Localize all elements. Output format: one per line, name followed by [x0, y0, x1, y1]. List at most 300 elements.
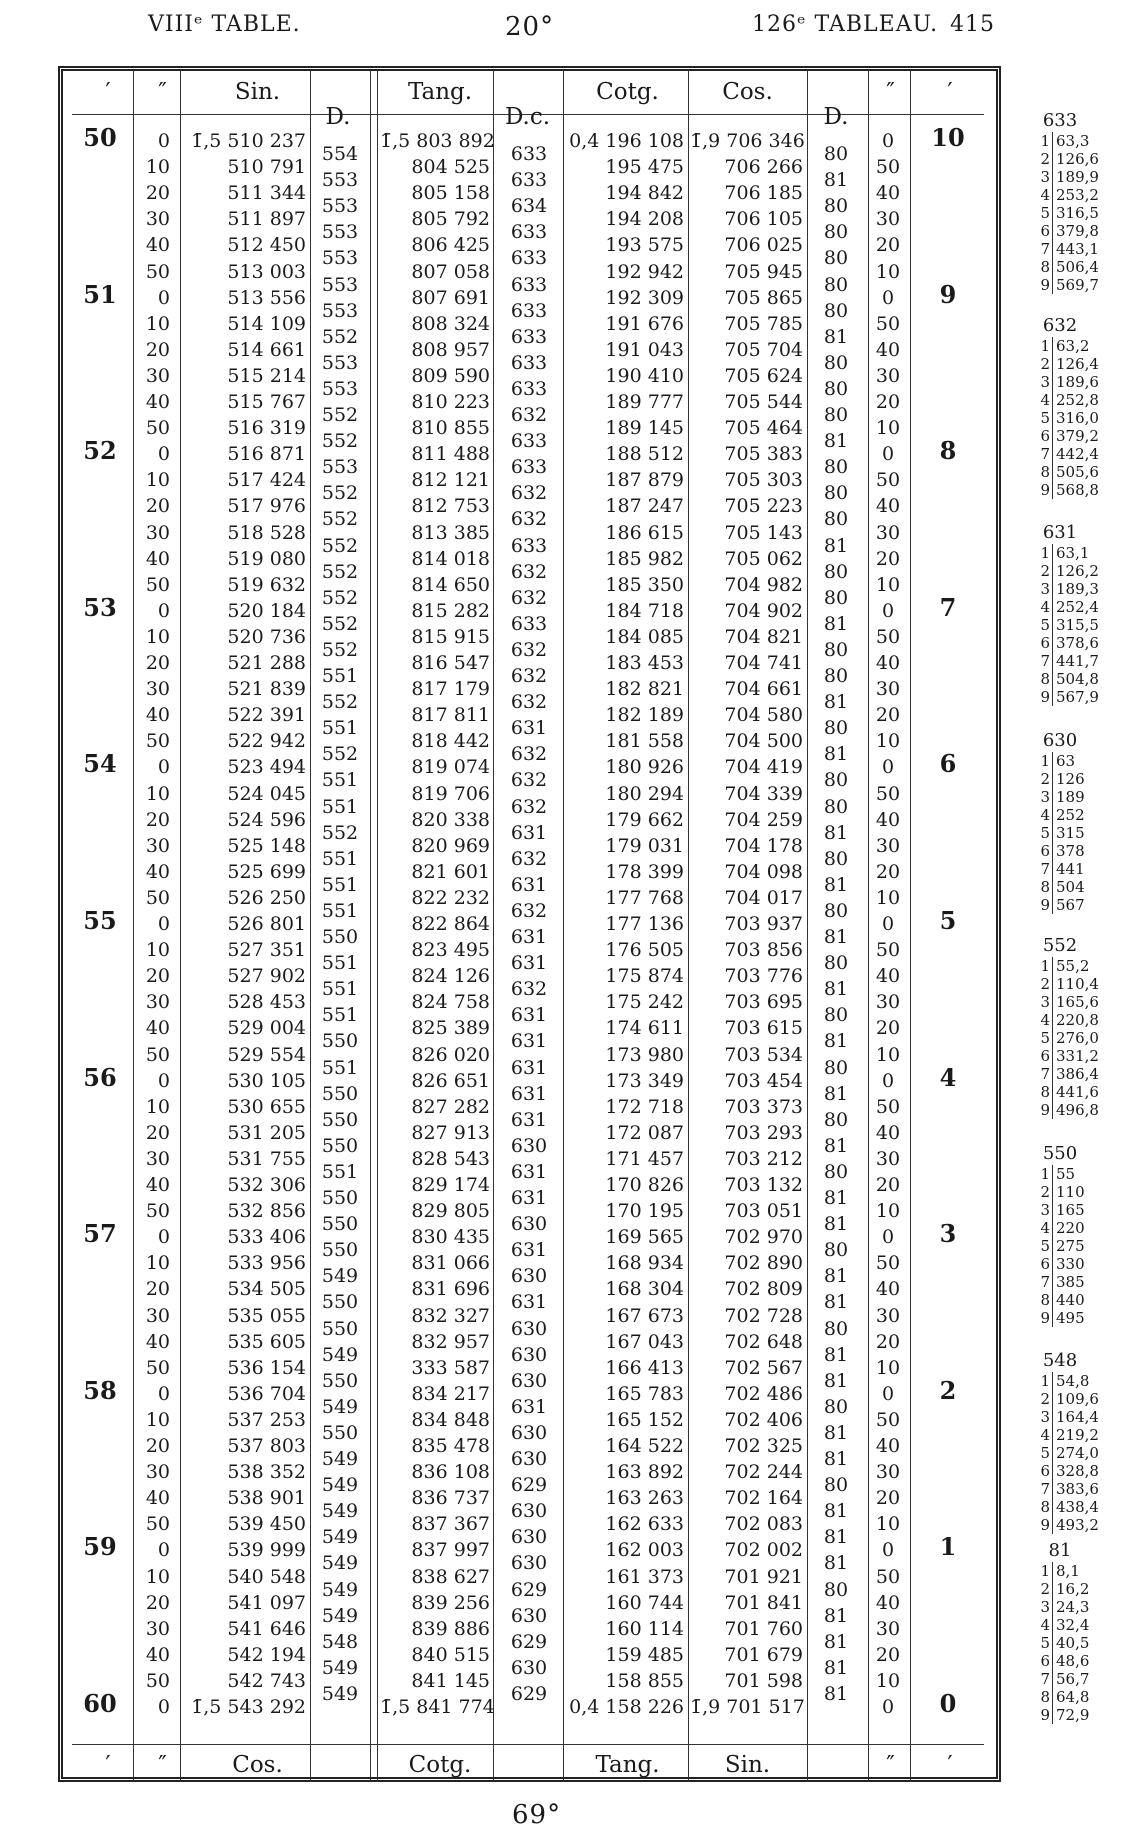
sin-cell: 536 704: [227, 1382, 306, 1405]
degree-minute-cell: 58: [83, 1375, 117, 1405]
side-table-value: 328,8: [1056, 1462, 1099, 1480]
diff-cos-cell: 81: [823, 325, 849, 348]
side-table-value: 253,2: [1056, 186, 1099, 204]
cos-cell: 705 303: [724, 469, 803, 492]
diff-common-cell: 630: [510, 1604, 548, 1627]
cos-cell: 702 406: [724, 1408, 803, 1431]
cos-cell: 704 419: [724, 756, 803, 779]
side-table-digit: 3: [1040, 1201, 1050, 1219]
tang-cell: 825 389: [411, 1017, 490, 1040]
sin-cell: 542 194: [227, 1643, 306, 1666]
diff-common-cell: 629: [510, 1578, 548, 1601]
column-heading: D.c.: [504, 104, 551, 130]
diff-cos-cell: 80: [823, 273, 849, 296]
minute-right-cell: 6: [939, 749, 957, 779]
side-table-value: 385: [1056, 1273, 1085, 1291]
sin-cell: 514 109: [227, 312, 306, 335]
side-table-digit: 6: [1040, 1255, 1050, 1273]
diff-common-cell: 632: [510, 769, 548, 792]
diff-common-cell: 631: [510, 952, 548, 975]
side-table-value: 569,7: [1056, 276, 1099, 294]
side-table-digit: 4: [1040, 1219, 1050, 1237]
diff-common-cell: 629: [510, 1630, 548, 1653]
diff-cos-cell: 81: [823, 1604, 849, 1627]
side-table-digit: 2: [1040, 1580, 1050, 1598]
diff-sin-cell: 551: [321, 978, 359, 1001]
diff-sin-cell: 551: [321, 1056, 359, 1079]
diff-sin-cell: 552: [321, 560, 359, 583]
diff-cos-cell: 81: [823, 1213, 849, 1236]
column-heading: Tang.: [407, 79, 473, 105]
column-rule: [133, 70, 134, 1782]
tang-cell: 814 650: [411, 573, 490, 596]
sin-cell: 515 214: [227, 364, 306, 387]
cos-cell: 703 695: [724, 991, 803, 1014]
diff-sin-cell: 553: [321, 456, 359, 479]
side-table-digit: 9: [1040, 1706, 1050, 1724]
diff-cos-cell: 81: [823, 873, 849, 896]
cotg-cell: 165 152: [605, 1408, 684, 1431]
sin-cell: 529 554: [227, 1043, 306, 1066]
sin-cell: 527 351: [227, 939, 306, 962]
degree-minute-cell: 52: [83, 436, 117, 466]
tang-cell: 808 324: [411, 312, 490, 335]
column-rule: [493, 70, 494, 1782]
cos-cell: 704 661: [724, 678, 803, 701]
side-table-value: 315,5: [1056, 616, 1099, 634]
tang-cell: 815 915: [411, 625, 490, 648]
cotg-cell: 166 413: [605, 1356, 684, 1379]
second-cell: 40: [145, 704, 170, 727]
side-table-digit: 8: [1040, 1688, 1050, 1706]
tang-cell: 819 074: [411, 756, 490, 779]
diff-common-cell: 631: [510, 1160, 548, 1183]
side-table-digit: 8: [1040, 1083, 1050, 1101]
side-table-rule: [1052, 1372, 1053, 1534]
cotg-cell: 163 263: [605, 1487, 684, 1510]
diff-sin-cell: 548: [321, 1630, 359, 1653]
tang-cell: 834 848: [411, 1408, 490, 1431]
side-table-digit: 3: [1040, 1598, 1050, 1616]
side-table-digit: 3: [1040, 788, 1050, 806]
diff-common-cell: 633: [510, 247, 548, 270]
second-cell: 0: [157, 1696, 170, 1718]
column-footing: Tang.: [595, 1752, 660, 1778]
side-table-value: 378,6: [1056, 634, 1099, 652]
cotg-cell: 161 373: [605, 1565, 684, 1588]
diff-common-cell: 631: [510, 821, 548, 844]
sin-cell: 521 839: [227, 678, 306, 701]
column-rule: [563, 70, 564, 1782]
diff-common-cell: 631: [510, 1056, 548, 1079]
second-right-cell: 50: [875, 1408, 901, 1431]
cotg-cell: 180 294: [605, 782, 684, 805]
cotg-cell: 0,4 196 108: [569, 130, 684, 152]
side-table-digit: 5: [1040, 1444, 1050, 1462]
diff-common-cell: 633: [510, 299, 548, 322]
side-table-value: 16,2: [1056, 1580, 1090, 1598]
second-right-cell: 50: [875, 625, 901, 648]
side-table-value: 126,2: [1056, 562, 1099, 580]
cos-cell: 702 567: [724, 1356, 803, 1379]
cos-cell: 702 164: [724, 1487, 803, 1510]
second-right-cell: 0: [881, 1539, 895, 1562]
side-table-digit: 5: [1040, 616, 1050, 634]
side-table-value: 165,6: [1056, 993, 1099, 1011]
second-cell: 30: [145, 834, 170, 857]
cos-cell: 706 025: [724, 234, 803, 257]
side-table-digit: 2: [1040, 975, 1050, 993]
diff-sin-cell: 552: [321, 508, 359, 531]
cos-cell: 704 580: [724, 704, 803, 727]
diff-common-cell: 632: [510, 404, 548, 426]
cos-cell: 704 821: [724, 625, 803, 648]
cotg-cell: 190 410: [605, 364, 684, 387]
side-table-digit: 8: [1040, 1291, 1050, 1309]
second-right-cell: 10: [875, 1043, 901, 1066]
cotg-cell: 171 457: [605, 1147, 684, 1170]
cotg-cell: 162 633: [605, 1513, 684, 1536]
cos-cell: 703 293: [724, 1121, 803, 1144]
sin-cell: 511 897: [227, 208, 306, 231]
diff-cos-cell: 80: [823, 299, 849, 322]
cos-cell: 703 776: [724, 965, 803, 988]
diff-sin-cell: 550: [321, 926, 359, 948]
footer-center: 69°: [512, 1800, 562, 1830]
diff-cos-cell: 80: [823, 351, 849, 374]
diff-common-cell: 630: [510, 1526, 548, 1549]
second-cell: 0: [157, 1382, 170, 1405]
side-table-value: 109,6: [1056, 1390, 1099, 1408]
sin-cell: 520 736: [227, 625, 306, 648]
column-heading: Cotg.: [596, 79, 659, 105]
diff-common-cell: 633: [510, 351, 548, 374]
cotg-cell: 188 512: [605, 443, 684, 466]
column-footing: Sin.: [724, 1752, 771, 1778]
cotg-cell: 169 565: [605, 1226, 684, 1249]
second-cell: 50: [145, 260, 170, 283]
sin-cell: 516 871: [227, 443, 306, 466]
tang-cell: 830 435: [411, 1226, 490, 1249]
footer-rule: [72, 1744, 984, 1745]
cos-cell: 704 982: [724, 573, 803, 596]
side-table-digit: 8: [1040, 1498, 1050, 1516]
cotg-cell: 182 189: [605, 704, 684, 727]
sin-cell: 519 632: [227, 573, 306, 596]
diff-sin-cell: 553: [321, 221, 359, 244]
diff-cos-cell: 81: [823, 1500, 849, 1523]
second-cell: 20: [145, 1121, 170, 1144]
diff-cos-cell: 80: [823, 221, 849, 244]
second-right-cell: 40: [875, 1121, 901, 1144]
sin-cell: 532 856: [227, 1200, 306, 1223]
side-table-digit: 1: [1040, 544, 1050, 562]
cotg-cell: 185 350: [605, 573, 684, 596]
diff-sin-cell: 550: [321, 1030, 359, 1053]
diff-cos-cell: 80: [823, 795, 849, 818]
tang-cell: 810 223: [411, 391, 490, 413]
cotg-cell: 181 558: [605, 730, 684, 753]
cotg-cell: 165 783: [605, 1382, 684, 1405]
second-right-cell: 30: [875, 521, 901, 544]
second-cell: 10: [145, 156, 170, 179]
column-heading: D.: [325, 104, 351, 130]
cos-cell: 706 266: [724, 156, 803, 179]
header-left: VIIIᵉ TABLE.: [148, 12, 301, 37]
diff-sin-cell: 553: [321, 273, 359, 296]
degree-minute-cell: 54: [83, 749, 117, 779]
sin-cell: 1̄,5 543 292: [191, 1696, 306, 1718]
diff-sin-cell: 551: [321, 769, 359, 792]
diff-common-cell: 632: [510, 665, 548, 687]
tang-cell: 829 805: [411, 1200, 490, 1223]
cotg-cell: 189 777: [605, 391, 684, 413]
diff-sin-cell: 550: [321, 1082, 359, 1105]
diff-common-cell: 632: [510, 638, 548, 661]
sin-cell: 537 253: [227, 1408, 306, 1431]
diff-common-cell: 631: [510, 1239, 548, 1262]
side-table-value: 504,8: [1056, 670, 1099, 688]
sin-cell: 532 306: [227, 1174, 306, 1196]
tang-cell: 823 495: [411, 939, 490, 962]
side-table-value: 63: [1056, 752, 1076, 770]
tang-cell: 832 957: [411, 1330, 490, 1353]
diff-cos-cell: 81: [823, 926, 849, 948]
cos-cell: 704 741: [724, 652, 803, 674]
tang-cell: 808 957: [411, 338, 490, 361]
side-table-value: 56,7: [1056, 1670, 1090, 1688]
diff-sin-cell: 549: [321, 1604, 359, 1627]
diff-cos-cell: 81: [823, 1030, 849, 1053]
diff-common-cell: 632: [510, 586, 548, 609]
side-table-digit: 3: [1040, 993, 1050, 1011]
diff-cos-cell: 80: [823, 508, 849, 531]
header-page-number: 415: [950, 12, 995, 37]
second-right-cell: 0: [881, 443, 895, 466]
tang-cell: 816 547: [411, 652, 490, 674]
degree-minute-cell: 50: [83, 123, 117, 152]
side-table-digit: 5: [1040, 204, 1050, 222]
diff-cos-cell: 80: [823, 482, 849, 505]
tang-cell: 839 886: [411, 1617, 490, 1640]
cotg-cell: 176 505: [605, 939, 684, 962]
column-rule: [910, 70, 911, 1782]
diff-sin-cell: 552: [321, 821, 359, 844]
diff-cos-cell: 80: [823, 665, 849, 687]
side-table-digit: 7: [1040, 445, 1050, 463]
diff-sin-cell: 549: [321, 1448, 359, 1470]
cos-cell: 706 105: [724, 208, 803, 231]
second-right-cell: 20: [875, 1174, 901, 1196]
tang-cell: 822 232: [411, 886, 490, 909]
second-cell: 10: [145, 1252, 170, 1275]
diff-sin-cell: 550: [321, 1369, 359, 1392]
diff-common-cell: 633: [510, 143, 548, 165]
cos-cell: 705 143: [724, 521, 803, 544]
tang-cell: 827 913: [411, 1121, 490, 1144]
diff-cos-cell: 80: [823, 1474, 849, 1497]
diff-common-cell: 631: [510, 1395, 548, 1418]
sin-cell: 538 352: [227, 1461, 306, 1484]
diff-cos-cell: 81: [823, 169, 849, 192]
cotg-cell: 187 879: [605, 469, 684, 492]
column-heading: ′: [105, 79, 111, 105]
diff-cos-cell: 81: [823, 1421, 849, 1444]
side-table-heading: 632: [1042, 315, 1078, 336]
side-table-value: 8,1: [1056, 1562, 1080, 1580]
sin-cell: 539 450: [227, 1513, 306, 1536]
column-rule: [807, 70, 808, 1782]
second-right-cell: 30: [875, 208, 901, 231]
side-table-value: 274,0: [1056, 1444, 1099, 1462]
cos-cell: 702 083: [724, 1513, 803, 1536]
second-right-cell: 50: [875, 1095, 901, 1118]
second-cell: 0: [157, 599, 170, 622]
cos-cell: 702 809: [724, 1278, 803, 1301]
degree-minute-cell: 51: [83, 279, 117, 309]
side-table-value: 506,4: [1056, 258, 1099, 276]
side-table-value: 331,2: [1056, 1047, 1099, 1065]
side-table-digit: 3: [1040, 580, 1050, 598]
side-table-heading: 550: [1042, 1143, 1078, 1164]
diff-cos-cell: 80: [823, 952, 849, 975]
side-table-value: 315: [1056, 824, 1085, 842]
diff-cos-cell: 81: [823, 1082, 849, 1105]
cotg-cell: 184 085: [605, 625, 684, 648]
sin-cell: 530 105: [227, 1069, 306, 1092]
second-right-cell: 10: [875, 1669, 901, 1692]
cotg-cell: 164 522: [605, 1435, 684, 1457]
tang-cell: 831 066: [411, 1252, 490, 1275]
side-table-digit: 7: [1040, 860, 1050, 878]
cotg-cell: 193 575: [605, 234, 684, 257]
side-table-digit: 4: [1040, 186, 1050, 204]
side-table-rule: [1052, 1165, 1053, 1327]
second-right-cell: 30: [875, 364, 901, 387]
minute-right-cell: 2: [939, 1375, 957, 1405]
diff-sin-cell: 553: [321, 377, 359, 400]
cotg-cell: 191 676: [605, 312, 684, 335]
side-table-rule: [1052, 1562, 1053, 1724]
diff-cos-cell: 80: [823, 195, 849, 218]
second-right-cell: 50: [875, 469, 901, 492]
sin-cell: 527 902: [227, 965, 306, 988]
diff-sin-cell: 549: [321, 1526, 359, 1549]
diff-cos-cell: 80: [823, 1108, 849, 1131]
side-table-value: 441: [1056, 860, 1085, 878]
side-table-value: 64,8: [1056, 1688, 1090, 1706]
diff-cos-cell: 81: [823, 1448, 849, 1470]
tang-cell: 806 425: [411, 234, 490, 257]
diff-sin-cell: 551: [321, 899, 359, 922]
side-table-digit: 7: [1040, 1670, 1050, 1688]
side-table-digit: 3: [1040, 168, 1050, 186]
second-cell: 10: [145, 312, 170, 335]
tang-cell: 839 256: [411, 1591, 490, 1614]
side-table-digit: 1: [1040, 132, 1050, 150]
cotg-cell: 175 874: [605, 965, 684, 988]
diff-sin-cell: 551: [321, 873, 359, 896]
diff-common-cell: 631: [510, 1108, 548, 1131]
cos-cell: 701 841: [724, 1591, 803, 1614]
side-table-rule: [1052, 752, 1053, 914]
diff-sin-cell: 551: [321, 1004, 359, 1027]
sin-cell: 513 556: [227, 286, 306, 309]
second-right-cell: 50: [875, 156, 901, 179]
sin-cell: 528 453: [227, 991, 306, 1014]
second-right-cell: 0: [881, 1696, 895, 1718]
diff-sin-cell: 552: [321, 743, 359, 766]
second-right-cell: 0: [881, 599, 895, 622]
side-table-value: 252: [1056, 806, 1085, 824]
diff-sin-cell: 551: [321, 665, 359, 687]
cos-cell: 704 339: [724, 782, 803, 805]
second-right-cell: 0: [881, 913, 895, 935]
second-right-cell: 10: [875, 1513, 901, 1536]
side-table-value: 330: [1056, 1255, 1085, 1273]
diff-sin-cell: 552: [321, 325, 359, 348]
sin-cell: 511 344: [227, 182, 306, 205]
column-footing: ″: [886, 1752, 895, 1778]
side-table-digit: 5: [1040, 824, 1050, 842]
side-table-value: 189,3: [1056, 580, 1099, 598]
sin-cell: 525 148: [227, 834, 306, 857]
second-right-cell: 10: [875, 573, 901, 596]
sin-cell: 522 942: [227, 730, 306, 753]
sin-cell: 512 450: [227, 234, 306, 257]
cos-cell: 702 728: [724, 1304, 803, 1327]
diff-sin-cell: 552: [321, 638, 359, 661]
side-table-value: 189,6: [1056, 373, 1099, 391]
sin-cell: 533 406: [227, 1226, 306, 1249]
degree-minute-cell: 53: [83, 592, 117, 622]
second-right-cell: 40: [875, 495, 901, 518]
cos-cell: 705 704: [724, 338, 803, 361]
side-table-digit: 1: [1040, 957, 1050, 975]
diff-common-cell: 632: [510, 743, 548, 766]
column-footing: ′: [947, 1752, 953, 1778]
cotg-cell: 159 485: [605, 1643, 684, 1666]
side-table-value: 54,8: [1056, 1372, 1090, 1390]
cotg-cell: 189 145: [605, 417, 684, 440]
second-cell: 40: [145, 1330, 170, 1353]
diff-common-cell: 633: [510, 221, 548, 244]
minute-right-cell: 7: [939, 592, 957, 622]
side-table-value: 63,1: [1056, 544, 1090, 562]
diff-sin-cell: 550: [321, 1421, 359, 1444]
cotg-cell: 183 453: [605, 652, 684, 674]
side-table-digit: 8: [1040, 258, 1050, 276]
diff-cos-cell: 81: [823, 1369, 849, 1392]
sin-cell: 526 250: [227, 886, 306, 909]
diff-common-cell: 632: [510, 482, 548, 505]
minute-right-cell: 4: [939, 1062, 957, 1092]
side-table-digit: 5: [1040, 1237, 1050, 1255]
column-rule: [868, 70, 869, 1782]
second-cell: 20: [145, 495, 170, 518]
sin-cell: 513 003: [227, 260, 306, 283]
diff-sin-cell: 554: [321, 143, 359, 165]
side-table-digit: 9: [1040, 481, 1050, 499]
sin-cell: 529 004: [227, 1017, 306, 1040]
diff-cos-cell: 80: [823, 847, 849, 870]
second-right-cell: 30: [875, 1147, 901, 1170]
cotg-cell: 185 982: [605, 547, 684, 570]
diff-sin-cell: 553: [321, 169, 359, 192]
second-cell: 30: [145, 1617, 170, 1640]
diff-common-cell: 629: [510, 1682, 548, 1705]
minute-right-cell: 1: [939, 1532, 957, 1562]
